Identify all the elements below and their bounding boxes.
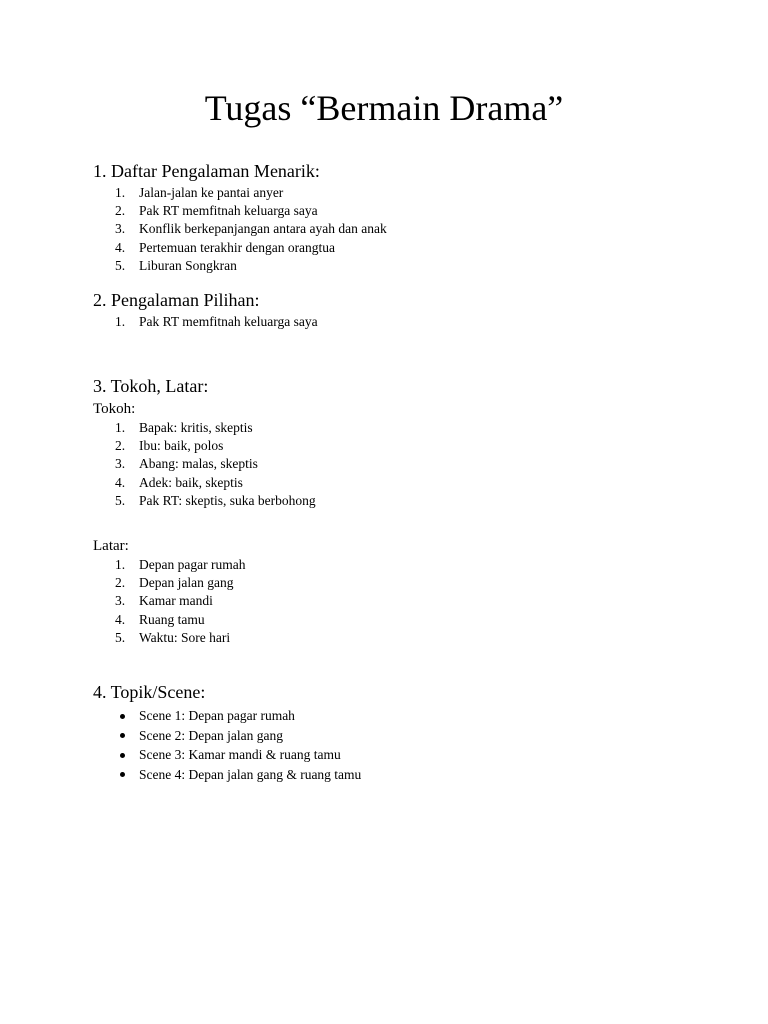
list-item-text: Abang: malas, skeptis <box>139 456 258 472</box>
list-item-text: Pak RT memfitnah keluarga saya <box>139 203 318 219</box>
list-number: 1. <box>115 185 126 200</box>
numbered-list <box>93 184 733 275</box>
list-number: 2. <box>115 438 126 454</box>
group-label-tokoh: Tokoh: <box>93 401 136 417</box>
document-title: Tugas “Bermain Drama” <box>204 88 564 128</box>
list-item <box>93 765 733 785</box>
bullet-icon <box>120 753 125 758</box>
list-item <box>93 556 733 574</box>
numbered-list <box>93 313 733 331</box>
list-item <box>93 592 733 610</box>
list-item-text: Konflik berkepanjangan antara ayah dan anak <box>139 221 387 237</box>
list-number: 4. <box>115 611 126 627</box>
list-item-text: Kamar mandi <box>139 593 213 609</box>
list-number: 2. <box>115 575 126 591</box>
list-number: 1. <box>115 420 126 435</box>
list-number: 1. <box>115 556 126 572</box>
section-heading: 4. Topik/Scene: <box>93 682 206 702</box>
list-item-text: Ibu: baik, polos <box>139 438 224 454</box>
bullet-list <box>93 706 733 784</box>
list-number: 5. <box>115 257 126 273</box>
group-label-latar: Latar: <box>93 537 129 554</box>
list-item-text: Pak RT memfitnah keluarga saya <box>139 314 318 329</box>
list-item-text: Waktu: Sore hari <box>139 629 231 645</box>
list-number: 1. <box>115 314 126 329</box>
list-item-text: Ruang tamu <box>139 611 205 627</box>
list-item <box>93 202 733 220</box>
list-item-text: Scene 2: Depan jalan gang <box>139 727 283 743</box>
list-item-text: Jalan-jalan ke pantai anyer <box>139 185 284 200</box>
list-item-text: Bapak: kritis, skeptis <box>139 420 253 435</box>
list-item-text: Adek: baik, skeptis <box>139 474 243 490</box>
list-item-text: Depan pagar rumah <box>139 556 246 572</box>
bullet-icon <box>120 714 125 719</box>
list-item <box>93 220 733 238</box>
list-number: 3. <box>115 221 126 237</box>
section-pengalaman-pilihan <box>93 289 733 331</box>
list-item-text: Pak RT: skeptis, suka berbohong <box>139 492 316 508</box>
list-item <box>93 574 733 592</box>
list-item <box>93 726 733 746</box>
list-item <box>93 419 733 437</box>
list-number: 3. <box>115 456 126 472</box>
list-item <box>93 611 733 629</box>
section-tokoh-latar <box>93 375 733 647</box>
list-item <box>93 313 733 331</box>
list-number: 3. <box>115 593 126 609</box>
list-number: 4. <box>115 474 126 490</box>
list-item <box>93 257 733 275</box>
list-item <box>93 239 733 257</box>
list-item <box>93 629 733 647</box>
list-number: 5. <box>115 629 126 645</box>
list-item <box>93 184 733 202</box>
list-item <box>93 455 733 473</box>
section-heading: 2. Pengalaman Pilihan: <box>93 290 260 310</box>
list-number: 5. <box>115 492 126 508</box>
list-item <box>93 437 733 455</box>
list-item-text: Liburan Songkran <box>139 257 237 273</box>
list-item-text: Scene 4: Depan jalan gang & ruang tamu <box>139 766 362 782</box>
list-item <box>93 706 733 726</box>
bullet-icon <box>120 772 125 777</box>
section-heading: 3. Tokoh, Latar: <box>93 376 209 396</box>
list-item <box>93 745 733 765</box>
section-topik-scene <box>93 681 733 784</box>
list-number: 4. <box>115 239 126 255</box>
list-item-text: Scene 3: Kamar mandi & ruang tamu <box>139 747 341 762</box>
list-item <box>93 492 733 510</box>
section-daftar-pengalaman <box>93 160 733 275</box>
section-heading: 1. Daftar Pengalaman Menarik: <box>93 161 320 181</box>
numbered-list <box>93 556 733 647</box>
bullet-icon <box>120 733 125 738</box>
list-item <box>93 474 733 492</box>
list-item-text: Pertemuan terakhir dengan orangtua <box>139 239 336 255</box>
list-item-text: Scene 1: Depan pagar rumah <box>139 708 295 723</box>
numbered-list <box>93 419 733 510</box>
list-number: 2. <box>115 203 126 219</box>
list-item-text: Depan jalan gang <box>139 575 234 591</box>
